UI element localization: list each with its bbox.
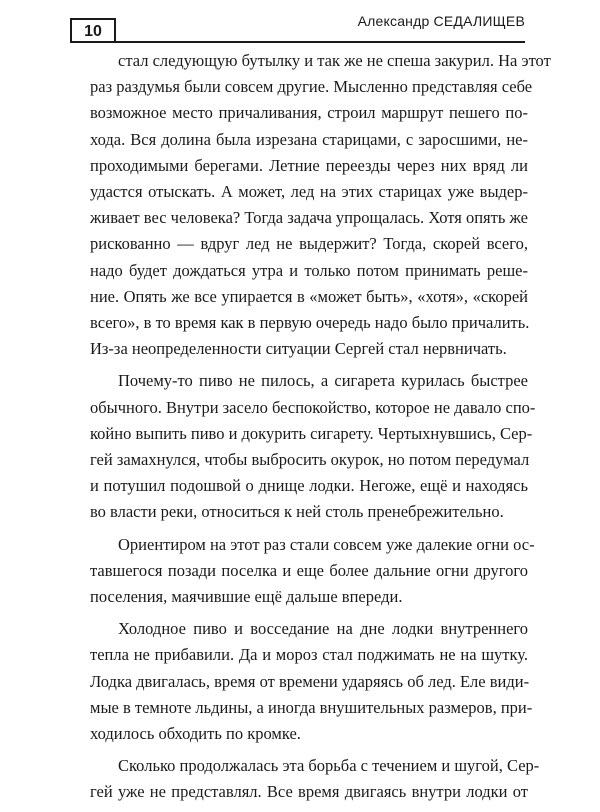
text-line: раз раздумья были совсем другие. Мысленно представляя себе	[90, 77, 533, 97]
text-line: во власти реки, относиться к ней столь пренебрежительно.	[90, 502, 504, 522]
text-line: тавшегося позади поселка и еще более дальние огни другого	[90, 560, 528, 580]
text-line: гей уже не представлял. Все время двигаясь внутри лодки от	[90, 782, 528, 802]
text-line: ходилось обходить по кромке.	[90, 724, 301, 744]
text-line: живает вес человека? Тогда задача упрощалась. Хотя опять же	[90, 208, 528, 228]
text-line: койно выпить пиво и докурить сигарету. Чертыхнувшись, Сер-	[90, 423, 533, 443]
paragraph	[90, 532, 535, 611]
page-number: 10	[70, 18, 116, 42]
text-line: Лодка двигалась, время от времени ударяясь об лед. Еле види-	[90, 671, 530, 691]
text-line: возможное место причаливания, строил маршрут пешего по-	[90, 103, 528, 123]
text-line: мые в темноте льдины, а иногда внушительных размеров, при-	[90, 697, 533, 717]
text-line: Из-за неопределенности ситуации Сергей стал нервничать.	[90, 339, 507, 359]
body-text	[90, 48, 551, 812]
paragraph	[90, 368, 536, 525]
header-rule	[70, 41, 525, 43]
text-line: надо будет дождаться утра и только потом принимать реше-	[90, 260, 528, 280]
text-line: обычного. Внутри засело беспокойство, которое не давало спо-	[90, 397, 536, 417]
text-line: тепла не прибавили. Да и мороз стал поджимать не на шутку.	[90, 645, 528, 665]
text-line: проходимыми берегами. Летние переезды через них вряд ли	[90, 155, 528, 175]
page-header	[0, 0, 600, 44]
paragraph	[90, 616, 533, 747]
running-header-author: Александр СЕДАЛИЩЕВ	[357, 13, 525, 29]
text-line: стал следующую бутылку и так же не спеша закурил. На этот	[118, 51, 551, 70]
text-line: поселения, маячившие ещё дальше впереди.	[90, 587, 403, 607]
text-line: Почему-то пиво не пилось, а сигарета курилась быстрее	[118, 371, 528, 391]
text-line: Ориентиром на этот раз стали совсем уже далекие огни ос-	[118, 534, 535, 554]
paragraph	[90, 48, 551, 362]
text-line: всего», в то время как в первую очередь надо было причалить.	[90, 313, 530, 333]
text-line: хода. Вся долина была изрезана старицами, с заросшими, не-	[90, 129, 528, 149]
paragraph	[90, 753, 540, 805]
text-line: и потушил подошвой о днище лодки. Негоже, ещё и находясь	[90, 476, 528, 496]
text-line: гей замахнулся, чтобы выбросить окурок, но потом передумал	[90, 450, 530, 470]
text-line: рискованно — вдруг лед не выдержит? Тогда, скорей всего,	[90, 234, 528, 254]
text-line: Сколько продолжалась эта борьба с течением и шугой, Сер-	[118, 756, 540, 776]
text-line: Холодное пиво и восседание на дне лодки внутреннего	[118, 619, 528, 639]
text-line: ние. Опять же все упирается в «может быть», «хотя», «скорей	[90, 286, 528, 306]
text-line: удастся отыскать. А может, лед на этих старицах уже выдер-	[90, 182, 528, 202]
